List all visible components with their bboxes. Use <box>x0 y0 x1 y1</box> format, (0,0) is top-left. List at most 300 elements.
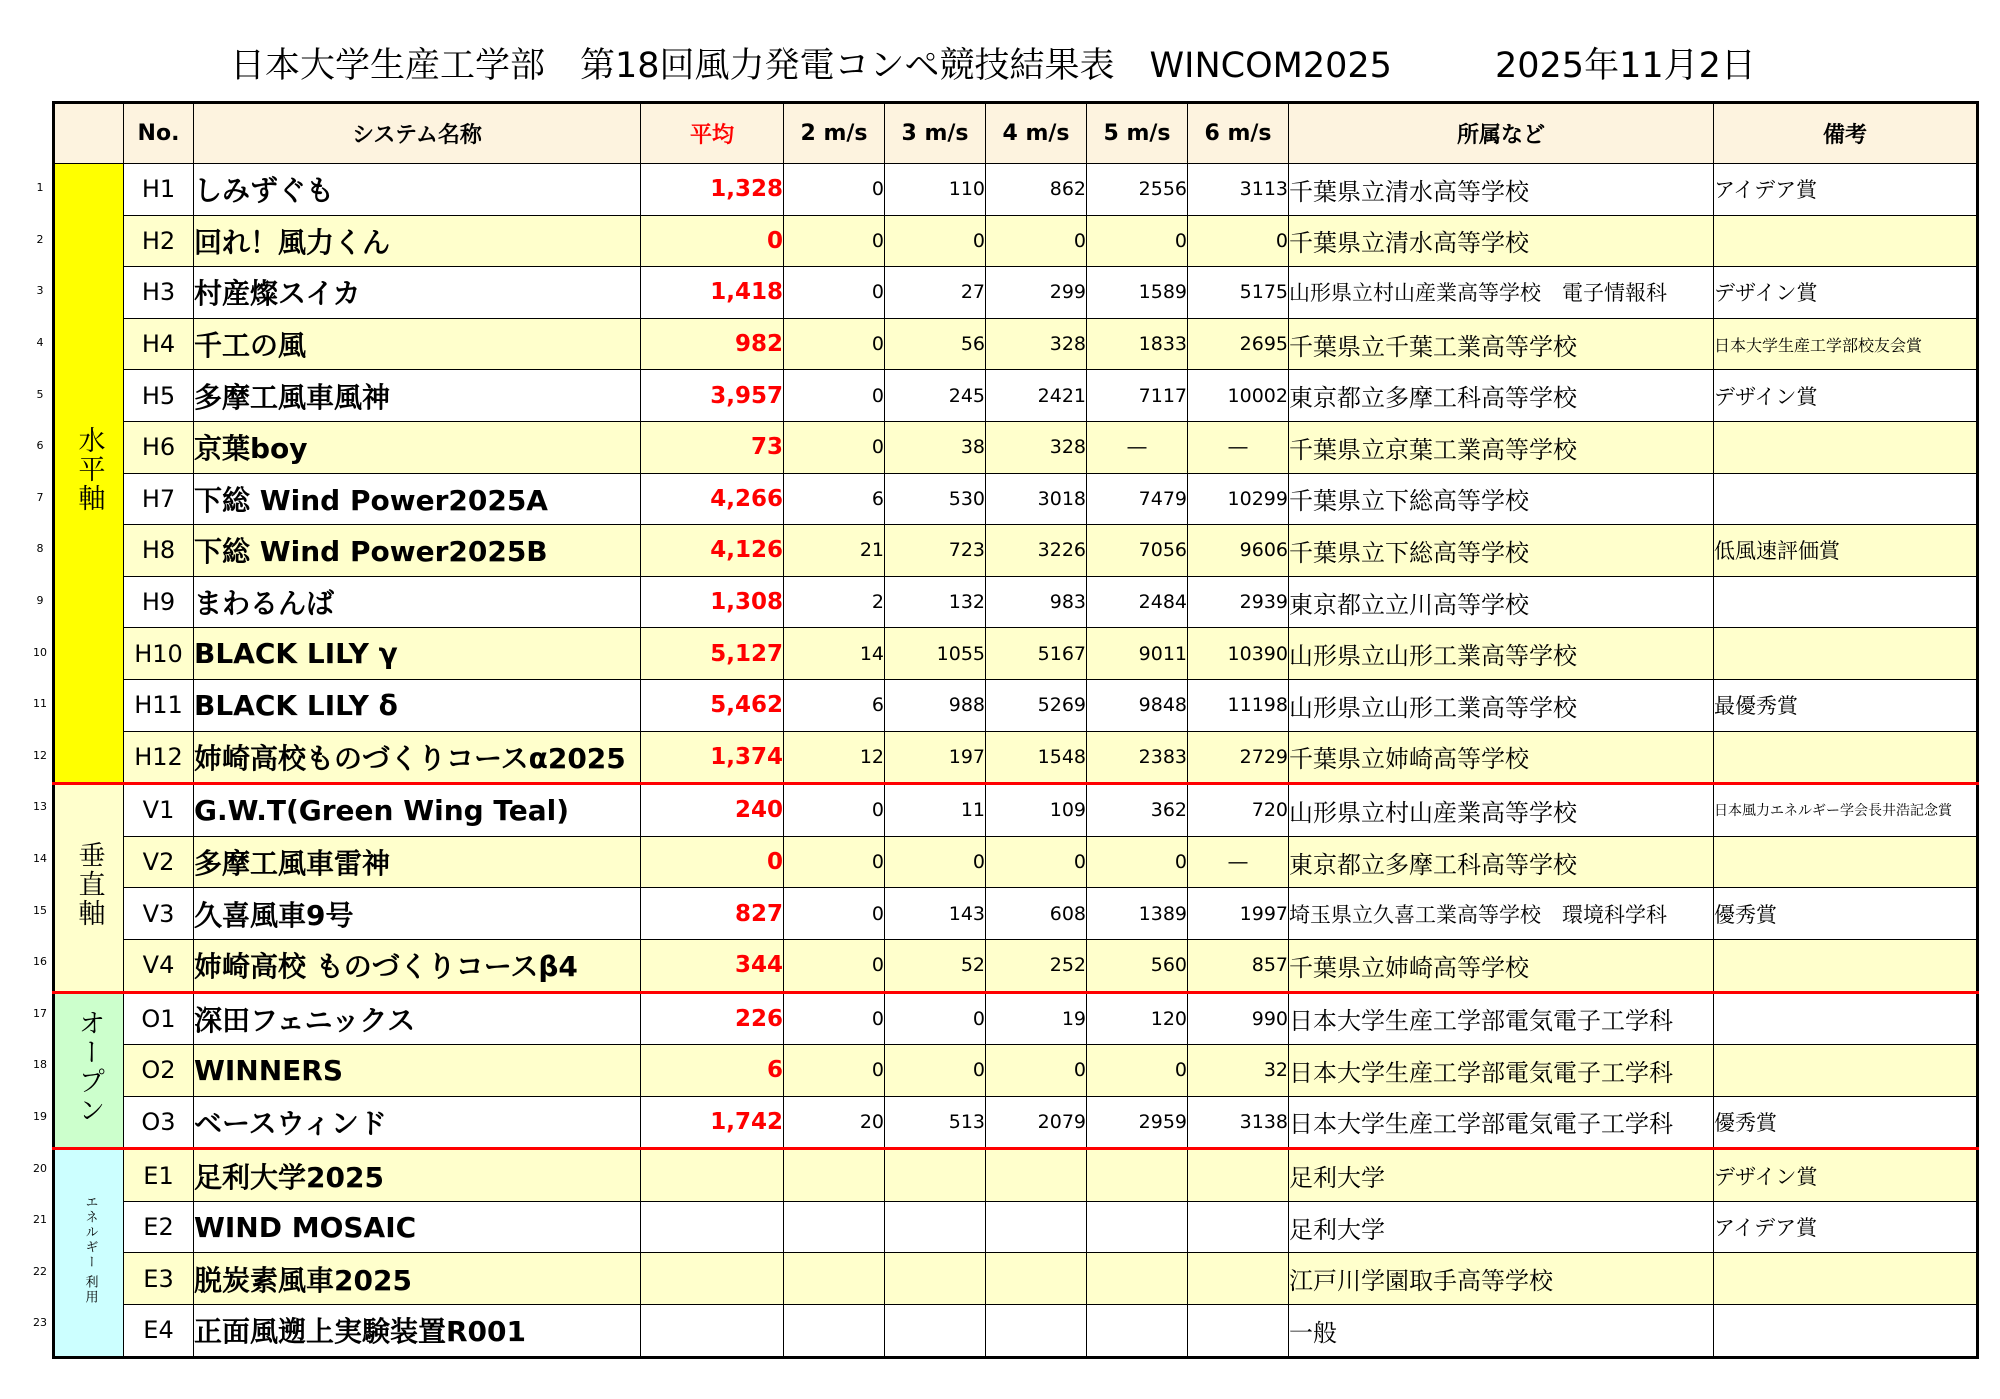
header-2ms: 2 m/s <box>784 103 885 164</box>
row-number: 8 <box>36 542 44 556</box>
value-3ms: 0 <box>885 215 986 267</box>
group-label: 水平軸 <box>73 426 105 514</box>
average-value: 827 <box>641 888 784 940</box>
value-3ms: 988 <box>885 679 986 731</box>
page-title: 日本大学生産工学部 第18回風力発電コンペ競技結果表 WINCOM2025 <box>230 46 1392 86</box>
row-number: 5 <box>36 387 44 401</box>
value-5ms <box>1087 1305 1188 1358</box>
affiliation: 足利大学 <box>1289 1149 1714 1202</box>
row-number: 22 <box>33 1264 47 1278</box>
system-name: 京葉boy <box>194 421 641 473</box>
affiliation: 東京都立多摩工科高等学校 <box>1289 836 1714 888</box>
value-5ms <box>1087 1149 1188 1202</box>
entry-no: E1 <box>124 1149 194 1202</box>
remarks <box>1714 628 1978 680</box>
entry-no: H5 <box>124 370 194 422</box>
average-value: 240 <box>641 784 784 837</box>
value-3ms <box>885 1201 986 1253</box>
row-number: 11 <box>33 697 47 711</box>
affiliation: 千葉県立清水高等学校 <box>1289 164 1714 216</box>
affiliation: 日本大学生産工学部電気電子工学科 <box>1289 1096 1714 1149</box>
average-value: 4,266 <box>641 473 784 525</box>
value-6ms <box>1188 1149 1289 1202</box>
value-5ms: 9848 <box>1087 679 1188 731</box>
entry-no: E2 <box>124 1201 194 1253</box>
value-3ms <box>885 1253 986 1305</box>
value-6ms: 1997 <box>1188 888 1289 940</box>
value-2ms: 0 <box>784 992 885 1045</box>
row-number: 13 <box>33 800 47 814</box>
value-3ms: 110 <box>885 164 986 216</box>
remarks: 日本風力エネルギー学会長井浩記念賞 <box>1714 784 1978 837</box>
row-number: 16 <box>33 955 47 969</box>
group-energy-use <box>54 1149 124 1357</box>
value-4ms: 983 <box>986 576 1087 628</box>
affiliation: 千葉県立下総高等学校 <box>1289 473 1714 525</box>
value-5ms: 1389 <box>1087 888 1188 940</box>
table-row <box>54 888 1978 940</box>
value-3ms: 0 <box>885 1045 986 1097</box>
value-6ms: 3113 <box>1188 164 1289 216</box>
system-name: 久喜風車9号 <box>194 888 641 940</box>
remarks: 日本大学生産工学部校友会賞 <box>1714 318 1978 370</box>
row-number: 1 <box>36 181 44 195</box>
header-no: No. <box>124 103 194 164</box>
remarks <box>1714 1045 1978 1097</box>
value-2ms: 0 <box>784 267 885 319</box>
value-5ms: 1589 <box>1087 267 1188 319</box>
value-5ms: 2484 <box>1087 576 1188 628</box>
table-row <box>54 1045 1978 1097</box>
value-5ms: 560 <box>1087 939 1188 992</box>
value-6ms: 9606 <box>1188 525 1289 577</box>
affiliation: 一般 <box>1289 1305 1714 1358</box>
value-6ms: 11198 <box>1188 679 1289 731</box>
entry-no: H2 <box>124 215 194 267</box>
average-value: 73 <box>641 421 784 473</box>
remarks <box>1714 576 1978 628</box>
group-label: オープン <box>73 1008 105 1125</box>
value-4ms <box>986 1149 1087 1202</box>
value-5ms: 2383 <box>1087 731 1188 784</box>
value-4ms: 299 <box>986 267 1087 319</box>
system-name: 足利大学2025 <box>194 1149 641 1202</box>
system-name: 多摩工風車風神 <box>194 370 641 422</box>
value-2ms: 0 <box>784 1045 885 1097</box>
row-number: 4 <box>36 336 44 350</box>
row-number: 20 <box>33 1161 47 1175</box>
value-3ms: 723 <box>885 525 986 577</box>
affiliation: 千葉県立千葉工業高等学校 <box>1289 318 1714 370</box>
value-6ms: 720 <box>1188 784 1289 837</box>
entry-no: H4 <box>124 318 194 370</box>
entry-no: O3 <box>124 1096 194 1149</box>
average-value: 982 <box>641 318 784 370</box>
system-name: 下総 Wind Power2025A <box>194 473 641 525</box>
average-value <box>641 1305 784 1358</box>
entry-no: V3 <box>124 888 194 940</box>
value-5ms: 0 <box>1087 836 1188 888</box>
value-6ms: 10390 <box>1188 628 1289 680</box>
entry-no: H9 <box>124 576 194 628</box>
value-5ms <box>1087 1201 1188 1253</box>
results-table <box>52 101 1979 1359</box>
row-number: 10 <box>33 645 47 659</box>
value-4ms <box>986 1253 1087 1305</box>
value-4ms: 5167 <box>986 628 1087 680</box>
entry-no: O2 <box>124 1045 194 1097</box>
system-name: ベースウィンド <box>194 1096 641 1149</box>
system-name: G.W.T(Green Wing Teal) <box>194 784 641 837</box>
remarks <box>1714 992 1978 1045</box>
value-6ms: 2939 <box>1188 576 1289 628</box>
average-value: 1,374 <box>641 731 784 784</box>
affiliation: 山形県立村山産業高等学校 電子情報科 <box>1289 267 1714 319</box>
table-row <box>54 679 1978 731</box>
value-4ms: 608 <box>986 888 1087 940</box>
remarks: デザイン賞 <box>1714 267 1978 319</box>
row-number: 23 <box>33 1316 47 1330</box>
remarks <box>1714 421 1978 473</box>
header-3ms: 3 m/s <box>885 103 986 164</box>
average-value: 5,462 <box>641 679 784 731</box>
value-6ms: 2695 <box>1188 318 1289 370</box>
value-2ms: 0 <box>784 164 885 216</box>
value-6ms: 5175 <box>1188 267 1289 319</box>
value-2ms: 20 <box>784 1096 885 1149</box>
row-number: 12 <box>33 748 47 762</box>
table-row <box>54 576 1978 628</box>
affiliation: 足利大学 <box>1289 1201 1714 1253</box>
value-5ms: 2959 <box>1087 1096 1188 1149</box>
value-5ms: 1833 <box>1087 318 1188 370</box>
affiliation: 千葉県立京葉工業高等学校 <box>1289 421 1714 473</box>
value-4ms: 5269 <box>986 679 1087 731</box>
remarks: 最優秀賞 <box>1714 679 1978 731</box>
system-name: 深田フェニックス <box>194 992 641 1045</box>
entry-no: H1 <box>124 164 194 216</box>
event-date: 2025年11月2日 <box>1495 46 1756 86</box>
remarks: デザイン賞 <box>1714 1149 1978 1202</box>
entry-no: H12 <box>124 731 194 784</box>
system-name: まわるんば <box>194 576 641 628</box>
remarks: 低風速評価賞 <box>1714 525 1978 577</box>
title-bar <box>0 38 2000 94</box>
value-5ms <box>1087 1253 1188 1305</box>
affiliation: 山形県立山形工業高等学校 <box>1289 679 1714 731</box>
value-3ms: 0 <box>885 992 986 1045</box>
value-3ms: 0 <box>885 836 986 888</box>
average-value: 1,328 <box>641 164 784 216</box>
average-value: 1,308 <box>641 576 784 628</box>
group-open <box>54 992 124 1149</box>
average-value: 3,957 <box>641 370 784 422</box>
affiliation: 千葉県立姉崎高等学校 <box>1289 939 1714 992</box>
value-3ms: 1055 <box>885 628 986 680</box>
system-name: 姉崎高校ものづくりコースα2025 <box>194 731 641 784</box>
value-4ms: 2079 <box>986 1096 1087 1149</box>
system-name: WINNERS <box>194 1045 641 1097</box>
row-number: 15 <box>33 903 47 917</box>
value-2ms: 6 <box>784 679 885 731</box>
value-5ms: 7117 <box>1087 370 1188 422</box>
average-value: 5,127 <box>641 628 784 680</box>
average-value: 6 <box>641 1045 784 1097</box>
average-value <box>641 1201 784 1253</box>
value-4ms: 328 <box>986 421 1087 473</box>
value-3ms: 11 <box>885 784 986 837</box>
value-2ms: 21 <box>784 525 885 577</box>
value-2ms: 0 <box>784 784 885 837</box>
row-number: 9 <box>36 594 44 608</box>
value-3ms <box>885 1305 986 1358</box>
table-row <box>54 370 1978 422</box>
value-3ms: 143 <box>885 888 986 940</box>
value-6ms: 857 <box>1188 939 1289 992</box>
remarks: 優秀賞 <box>1714 888 1978 940</box>
entry-no: H8 <box>124 525 194 577</box>
affiliation: 山形県立山形工業高等学校 <box>1289 628 1714 680</box>
value-6ms: 990 <box>1188 992 1289 1045</box>
average-value: 226 <box>641 992 784 1045</box>
table-row <box>54 473 1978 525</box>
value-3ms: 38 <box>885 421 986 473</box>
system-name: 下総 Wind Power2025B <box>194 525 641 577</box>
average-value: 0 <box>641 836 784 888</box>
table-row <box>54 1305 1978 1358</box>
value-4ms: 252 <box>986 939 1087 992</box>
affiliation: 東京都立多摩工科高等学校 <box>1289 370 1714 422</box>
affiliation: 日本大学生産工学部電気電子工学科 <box>1289 1045 1714 1097</box>
value-3ms: 197 <box>885 731 986 784</box>
entry-no: H6 <box>124 421 194 473</box>
system-name: しみずぐも <box>194 164 641 216</box>
remarks: アイデア賞 <box>1714 164 1978 216</box>
entry-no: V4 <box>124 939 194 992</box>
row-number: 14 <box>33 852 47 866</box>
entry-no: V1 <box>124 784 194 837</box>
value-2ms <box>784 1149 885 1202</box>
entry-no: E4 <box>124 1305 194 1358</box>
affiliation: 埼玉県立久喜工業高等学校 環境科学科 <box>1289 888 1714 940</box>
header-average: 平均 <box>641 103 784 164</box>
table-row <box>54 731 1978 784</box>
value-6ms: 3138 <box>1188 1096 1289 1149</box>
average-value: 344 <box>641 939 784 992</box>
table-row <box>54 1096 1978 1149</box>
value-3ms <box>885 1149 986 1202</box>
system-name: WIND MOSAIC <box>194 1201 641 1253</box>
value-4ms: 328 <box>986 318 1087 370</box>
value-6ms: ― <box>1188 421 1289 473</box>
value-2ms: 0 <box>784 215 885 267</box>
value-5ms: 2556 <box>1087 164 1188 216</box>
system-name: 姉崎高校 ものづくりコースβ4 <box>194 939 641 992</box>
row-number: 3 <box>36 284 44 298</box>
table-row <box>54 1201 1978 1253</box>
entry-no: H3 <box>124 267 194 319</box>
system-name: 脱炭素風車2025 <box>194 1253 641 1305</box>
table-row <box>54 1149 1978 1202</box>
value-4ms: 0 <box>986 1045 1087 1097</box>
remarks <box>1714 215 1978 267</box>
header-system-name: システム名称 <box>194 103 641 164</box>
value-6ms <box>1188 1201 1289 1253</box>
row-number: 19 <box>33 1110 47 1124</box>
group-vertical-axis <box>54 784 124 992</box>
value-6ms: 10299 <box>1188 473 1289 525</box>
remarks: デザイン賞 <box>1714 370 1978 422</box>
header-6ms: 6 m/s <box>1188 103 1289 164</box>
table-row <box>54 784 1978 837</box>
affiliation: 江戸川学園取手高等学校 <box>1289 1253 1714 1305</box>
value-6ms: ― <box>1188 836 1289 888</box>
table-row <box>54 421 1978 473</box>
remarks <box>1714 731 1978 784</box>
value-2ms: 12 <box>784 731 885 784</box>
value-3ms: 132 <box>885 576 986 628</box>
value-4ms <box>986 1305 1087 1358</box>
value-6ms <box>1188 1253 1289 1305</box>
table-row <box>54 318 1978 370</box>
group-label: 垂直軸 <box>73 840 105 928</box>
entry-no: O1 <box>124 992 194 1045</box>
corner-cell <box>54 103 124 164</box>
value-5ms: 0 <box>1087 215 1188 267</box>
header-5ms: 5 m/s <box>1087 103 1188 164</box>
table-row <box>54 628 1978 680</box>
value-6ms: 32 <box>1188 1045 1289 1097</box>
value-4ms: 0 <box>986 215 1087 267</box>
header-row <box>54 103 1978 164</box>
remarks <box>1714 939 1978 992</box>
remarks <box>1714 473 1978 525</box>
row-number: 21 <box>33 1213 47 1227</box>
entry-no: V2 <box>124 836 194 888</box>
value-4ms: 1548 <box>986 731 1087 784</box>
affiliation: 東京都立立川高等学校 <box>1289 576 1714 628</box>
value-2ms: 6 <box>784 473 885 525</box>
value-6ms: 2729 <box>1188 731 1289 784</box>
entry-no: E3 <box>124 1253 194 1305</box>
entry-no: H11 <box>124 679 194 731</box>
average-value <box>641 1149 784 1202</box>
value-5ms: 9011 <box>1087 628 1188 680</box>
value-5ms: ― <box>1087 421 1188 473</box>
value-2ms: 0 <box>784 888 885 940</box>
affiliation: 千葉県立姉崎高等学校 <box>1289 731 1714 784</box>
value-2ms: 14 <box>784 628 885 680</box>
system-name: 正面風遡上実験装置R001 <box>194 1305 641 1358</box>
average-value: 1,742 <box>641 1096 784 1149</box>
header-4ms: 4 m/s <box>986 103 1087 164</box>
average-value: 0 <box>641 215 784 267</box>
value-2ms <box>784 1201 885 1253</box>
value-2ms: 0 <box>784 421 885 473</box>
system-name: 回れ！風力くん <box>194 215 641 267</box>
header-affiliation: 所属など <box>1289 103 1714 164</box>
value-4ms: 19 <box>986 992 1087 1045</box>
system-name: 千工の風 <box>194 318 641 370</box>
value-2ms: 2 <box>784 576 885 628</box>
value-5ms: 0 <box>1087 1045 1188 1097</box>
affiliation: 山形県立村山産業高等学校 <box>1289 784 1714 837</box>
remarks: アイデア賞 <box>1714 1201 1978 1253</box>
value-3ms: 56 <box>885 318 986 370</box>
table-row <box>54 267 1978 319</box>
row-number: 17 <box>33 1006 47 1020</box>
entry-no: H7 <box>124 473 194 525</box>
remarks <box>1714 1253 1978 1305</box>
row-number: 2 <box>36 232 44 246</box>
value-2ms: 0 <box>784 836 885 888</box>
group-label-line1: エネルギー <box>82 1194 98 1270</box>
value-2ms: 0 <box>784 939 885 992</box>
table-row <box>54 1253 1978 1305</box>
value-4ms: 2421 <box>986 370 1087 422</box>
value-4ms: 109 <box>986 784 1087 837</box>
affiliation: 千葉県立清水高等学校 <box>1289 215 1714 267</box>
entry-no: H10 <box>124 628 194 680</box>
affiliation: 千葉県立下総高等学校 <box>1289 525 1714 577</box>
value-2ms <box>784 1305 885 1358</box>
value-4ms: 3226 <box>986 525 1087 577</box>
average-value <box>641 1253 784 1305</box>
value-2ms: 0 <box>784 370 885 422</box>
table-row <box>54 939 1978 992</box>
average-value: 1,418 <box>641 267 784 319</box>
value-4ms <box>986 1201 1087 1253</box>
header-remarks: 備考 <box>1714 103 1978 164</box>
value-5ms: 362 <box>1087 784 1188 837</box>
remarks <box>1714 1305 1978 1358</box>
remarks: 優秀賞 <box>1714 1096 1978 1149</box>
group-label-line2: 利用 <box>82 1275 98 1306</box>
system-name: 多摩工風車雷神 <box>194 836 641 888</box>
value-3ms: 530 <box>885 473 986 525</box>
value-2ms <box>784 1253 885 1305</box>
value-3ms: 245 <box>885 370 986 422</box>
value-6ms <box>1188 1305 1289 1358</box>
table-row <box>54 215 1978 267</box>
average-value: 4,126 <box>641 525 784 577</box>
table-row <box>54 836 1978 888</box>
value-3ms: 513 <box>885 1096 986 1149</box>
group-horizontal-axis <box>54 164 124 784</box>
value-5ms: 7479 <box>1087 473 1188 525</box>
system-name: BLACK LILY γ <box>194 628 641 680</box>
value-6ms: 10002 <box>1188 370 1289 422</box>
affiliation: 日本大学生産工学部電気電子工学科 <box>1289 992 1714 1045</box>
value-3ms: 27 <box>885 267 986 319</box>
value-4ms: 862 <box>986 164 1087 216</box>
value-5ms: 120 <box>1087 992 1188 1045</box>
table-row <box>54 525 1978 577</box>
value-4ms: 3018 <box>986 473 1087 525</box>
value-5ms: 7056 <box>1087 525 1188 577</box>
table-row <box>54 992 1978 1045</box>
value-6ms: 0 <box>1188 215 1289 267</box>
value-3ms: 52 <box>885 939 986 992</box>
row-number: 6 <box>36 439 44 453</box>
remarks <box>1714 836 1978 888</box>
system-name: BLACK LILY δ <box>194 679 641 731</box>
value-2ms: 0 <box>784 318 885 370</box>
system-name: 村産燦スイカ <box>194 267 641 319</box>
table-row <box>54 164 1978 216</box>
row-number: 7 <box>36 490 44 504</box>
value-4ms: 0 <box>986 836 1087 888</box>
